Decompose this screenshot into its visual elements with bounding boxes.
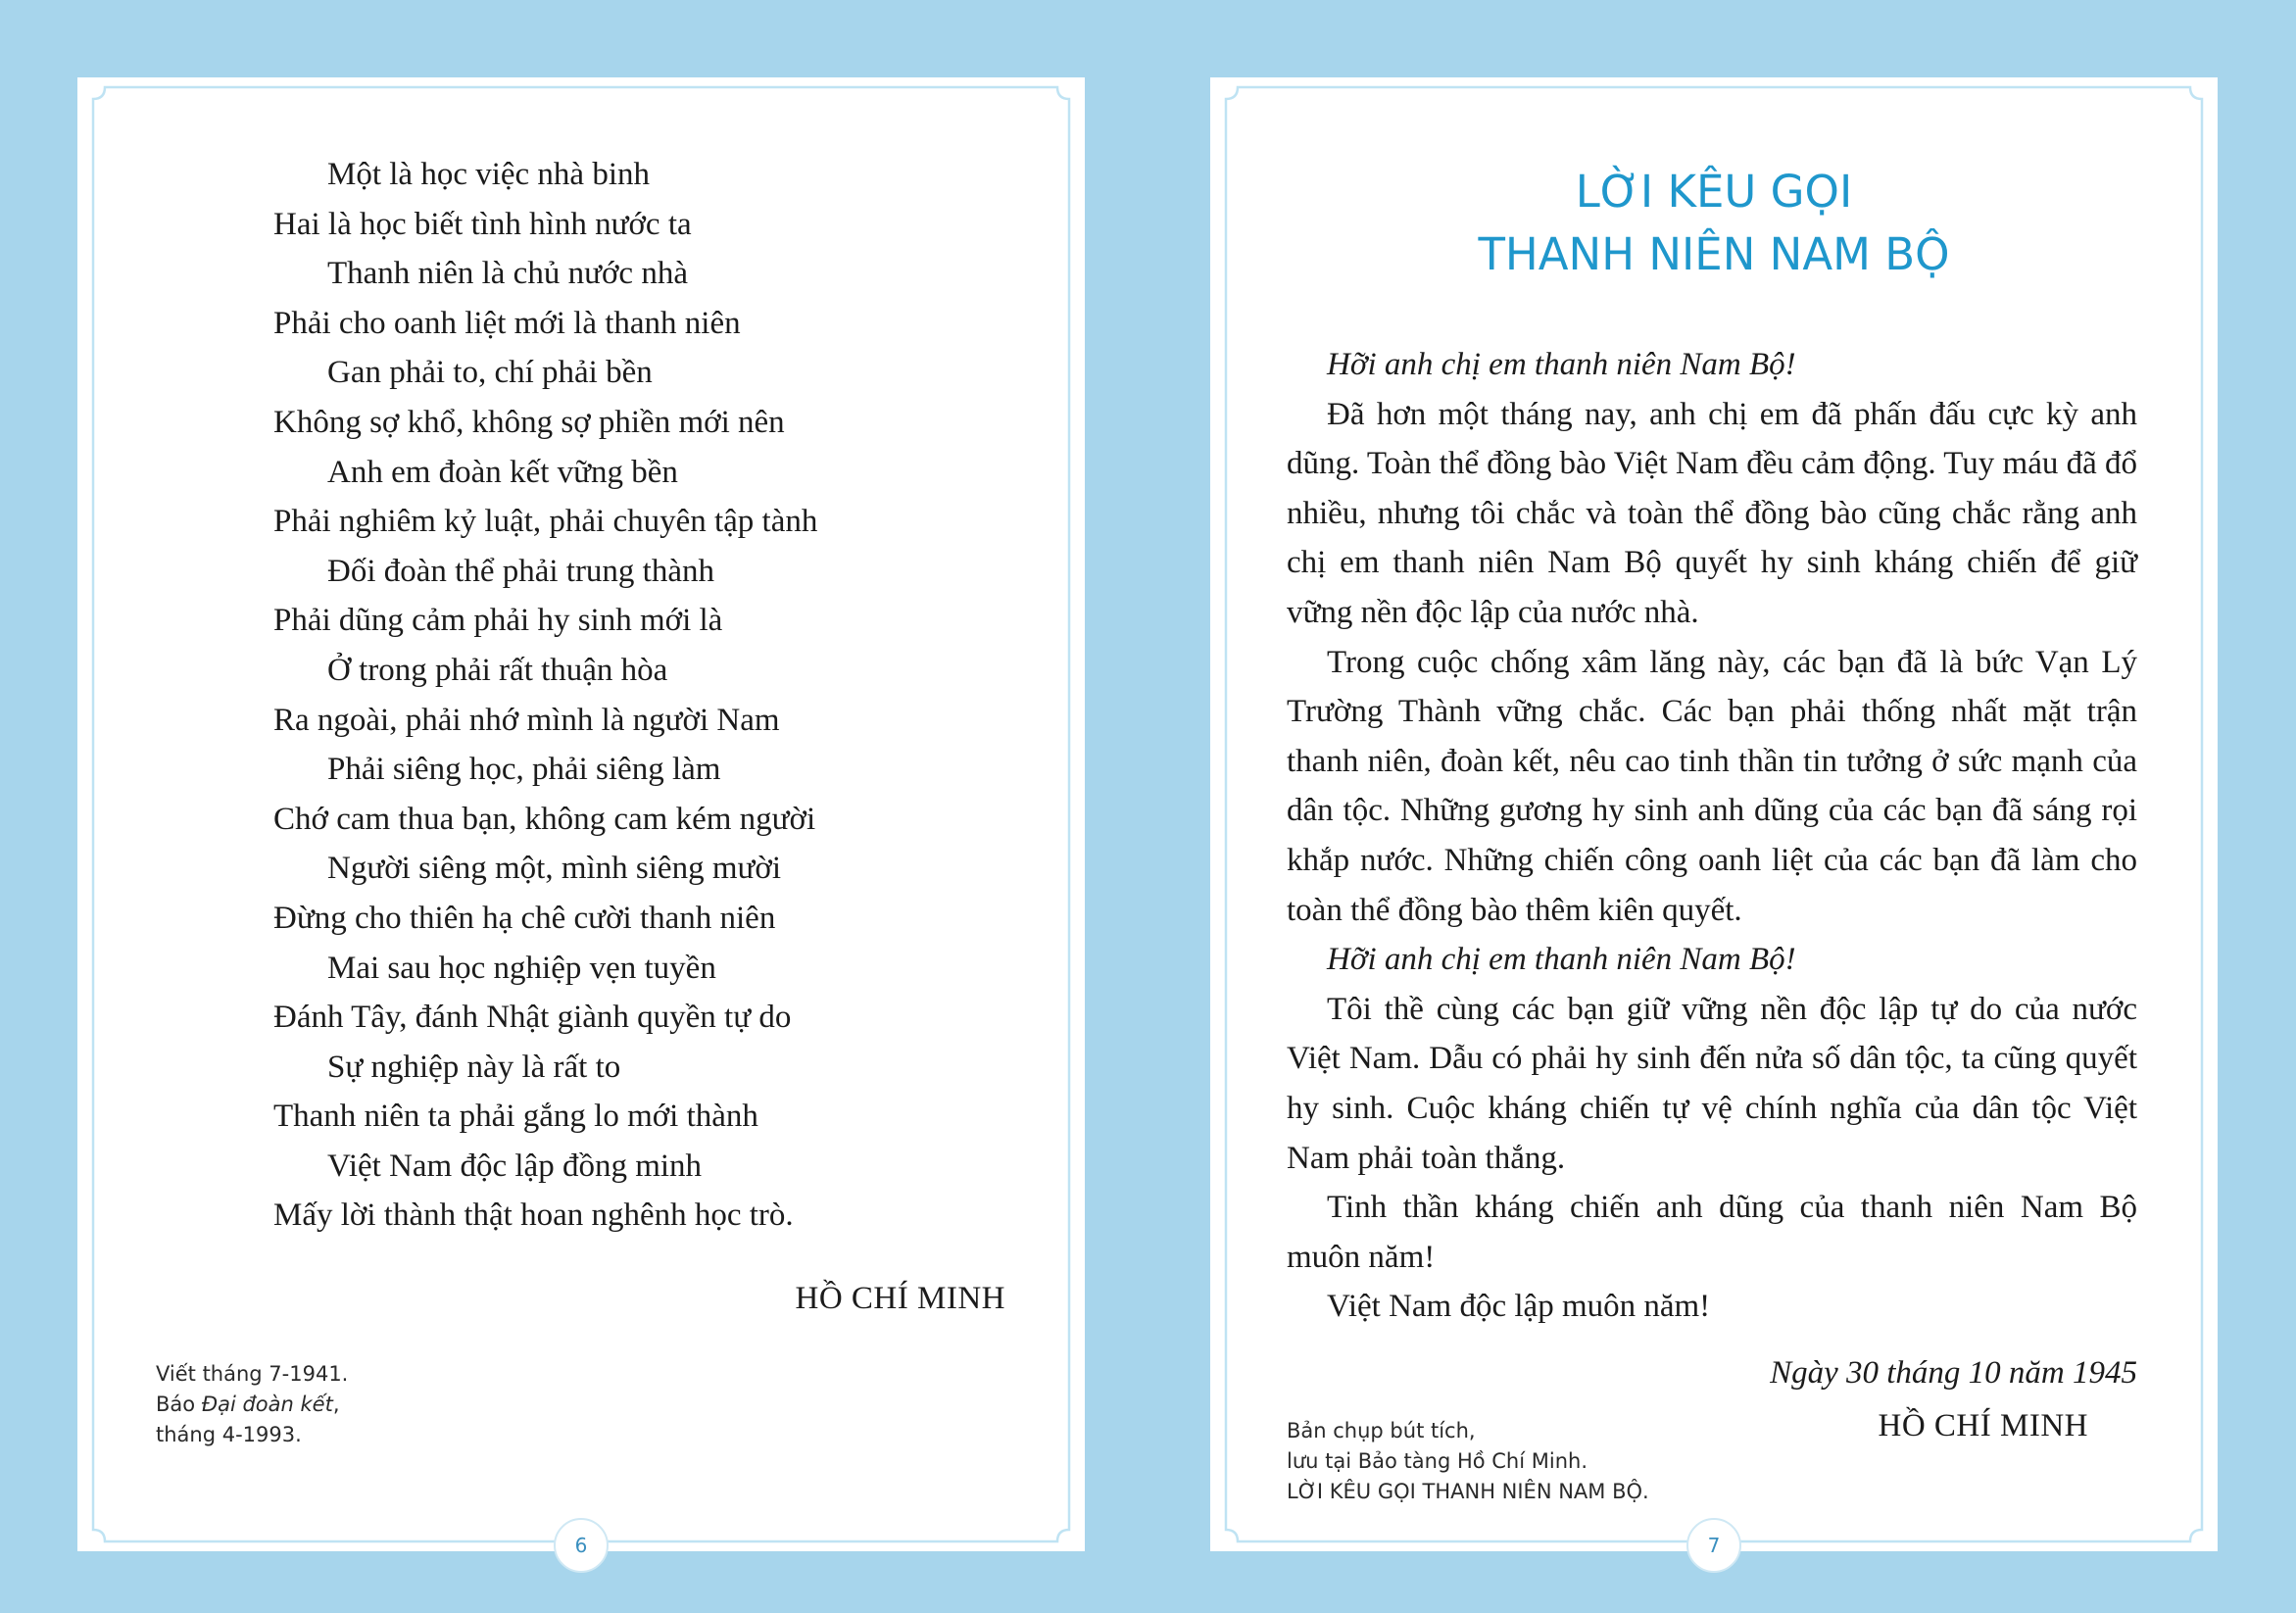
poem-line: Không sợ khổ, không sợ phiền mới nên — [273, 404, 785, 440]
poem-line: Thanh niên là chủ nước nhà — [327, 256, 688, 292]
note-line: tháng 4-1993. — [156, 1423, 302, 1446]
title-line: LỜI KÊU GỌI — [1575, 166, 1853, 218]
poem-line: Ở trong phải rất thuận hòa — [327, 652, 668, 688]
poem-line: Ra ngoài, phải nhớ mình là người Nam — [273, 702, 780, 738]
poem-line: Sự nghiệp này là rất to — [327, 1049, 621, 1085]
page-title — [1210, 161, 2218, 286]
poem — [273, 150, 817, 1241]
letter-paragraph: Tôi thề cùng các bạn giữ vững nền độc lập tự do của nước Việt Nam. Dẫu có phải hy sinh đến nửa số dân tộc, ta cũng quyết hy sinh. Cuộc kháng chiến tự vệ chính nghĩa của dân tộc Việt Nam phải toàn thắng. — [1287, 991, 2137, 1176]
poem-line: Đánh Tây, đánh Nhật giành quyền tự do — [273, 1000, 792, 1036]
note-line: lưu tại Bảo tàng Hồ Chí Minh. — [1287, 1449, 1588, 1473]
poem-line: Phải siêng học, phải siêng làm — [327, 752, 721, 788]
title-line: THANH NIÊN NAM BỘ — [1478, 228, 1950, 280]
letter-body — [1287, 340, 2137, 1332]
author-signature: HỒ CHÍ MINH — [795, 1281, 1005, 1316]
letter-paragraph: Đã hơn một tháng nay, anh chị em đã phấn đấu cực kỳ anh dũng. Toàn thể đồng bào Việt Nam đều cảm động. Tuy máu đã đổ nhiều, nhưng tôi chắc và toàn thể đồng bào cũng chắc rằng anh chị em thanh niên Nam Bộ quyết hy sinh kháng chiến để giữ vững nền độc lập của nước nhà. — [1287, 396, 2137, 630]
poem-line: Mấy lời thành thật hoan nghênh học trò. — [273, 1198, 794, 1234]
note-text: , — [332, 1393, 340, 1416]
page-number: 7 — [1686, 1518, 1741, 1573]
poem-line: Gan phải to, chí phải bền — [327, 355, 653, 391]
note-text: Báo — [156, 1393, 202, 1416]
salutation: Hỡi anh chị em thanh niên Nam Bộ! — [1327, 942, 1796, 978]
poem-line: Việt Nam độc lập đồng minh — [327, 1148, 703, 1184]
note-line: Viết tháng 7-1941. — [156, 1362, 349, 1386]
letter-paragraph: Trong cuộc chống xâm lăng này, các bạn đã là bức Vạn Lý Trường Thành vững chắc. Các bạn phải thống nhất mặt trận thanh niên, đoàn kết, nêu cao tinh thần tin tưởng ở sức mạnh của dân tộc. Những gương hy sinh anh dũng của các bạn đã sáng rọi khắp nước. Những chiến công oanh liệt của các bạn đã làm cho toàn thể đồng bào thêm kiên quyết. — [1287, 644, 2137, 928]
poem-line: Mai sau học nghiệp vẹn tuyền — [327, 950, 716, 986]
poem-line: Một là học việc nhà binh — [327, 157, 651, 192]
letter-paragraph: Tinh thần kháng chiến anh dũng của thanh niên Nam Bộ muôn năm! — [1287, 1190, 2137, 1275]
note-line — [156, 1390, 348, 1420]
salutation: Hỡi anh chị em thanh niên Nam Bộ! — [1327, 347, 1796, 382]
right-page — [1210, 77, 2218, 1557]
poem-line: Hai là học biết tình hình nước ta — [273, 206, 692, 242]
poem-line: Đừng cho thiên hạ chê cười thanh niên — [273, 900, 776, 936]
letter-date: Ngày 30 tháng 10 năm 1945 — [1770, 1355, 2137, 1391]
source-note — [1287, 1416, 1649, 1507]
poem-line: Anh em đoàn kết vững bền — [327, 454, 678, 490]
note-line: LỜI KÊU GỌI THANH NIÊN NAM BỘ. — [1287, 1480, 1649, 1503]
poem-line: Thanh niên ta phải gắng lo mới thành — [273, 1099, 758, 1135]
page-number: 6 — [554, 1518, 609, 1573]
poem-line: Phải nghiêm kỷ luật, phải chuyên tập tành — [273, 504, 818, 540]
poem-line: Phải cho oanh liệt mới là thanh niên — [273, 305, 741, 341]
poem-line: Người siêng một, mình siêng mười — [327, 851, 781, 887]
source-note — [156, 1359, 348, 1450]
note-line: Bản chụp bút tích, — [1287, 1419, 1476, 1442]
poem-line: Phải dũng cảm phải hy sinh mới là — [273, 603, 723, 639]
author-signature: HỒ CHÍ MINH — [1878, 1408, 2088, 1443]
letter-paragraph: Việt Nam độc lập muôn năm! — [1327, 1289, 1711, 1325]
poem-line: Đối đoàn thể phải trung thành — [327, 553, 715, 589]
note-newspaper-name: Đại đoàn kết — [201, 1393, 333, 1416]
left-page — [77, 77, 1085, 1557]
poem-line: Chớ cam thua bạn, không cam kém người — [273, 801, 816, 837]
